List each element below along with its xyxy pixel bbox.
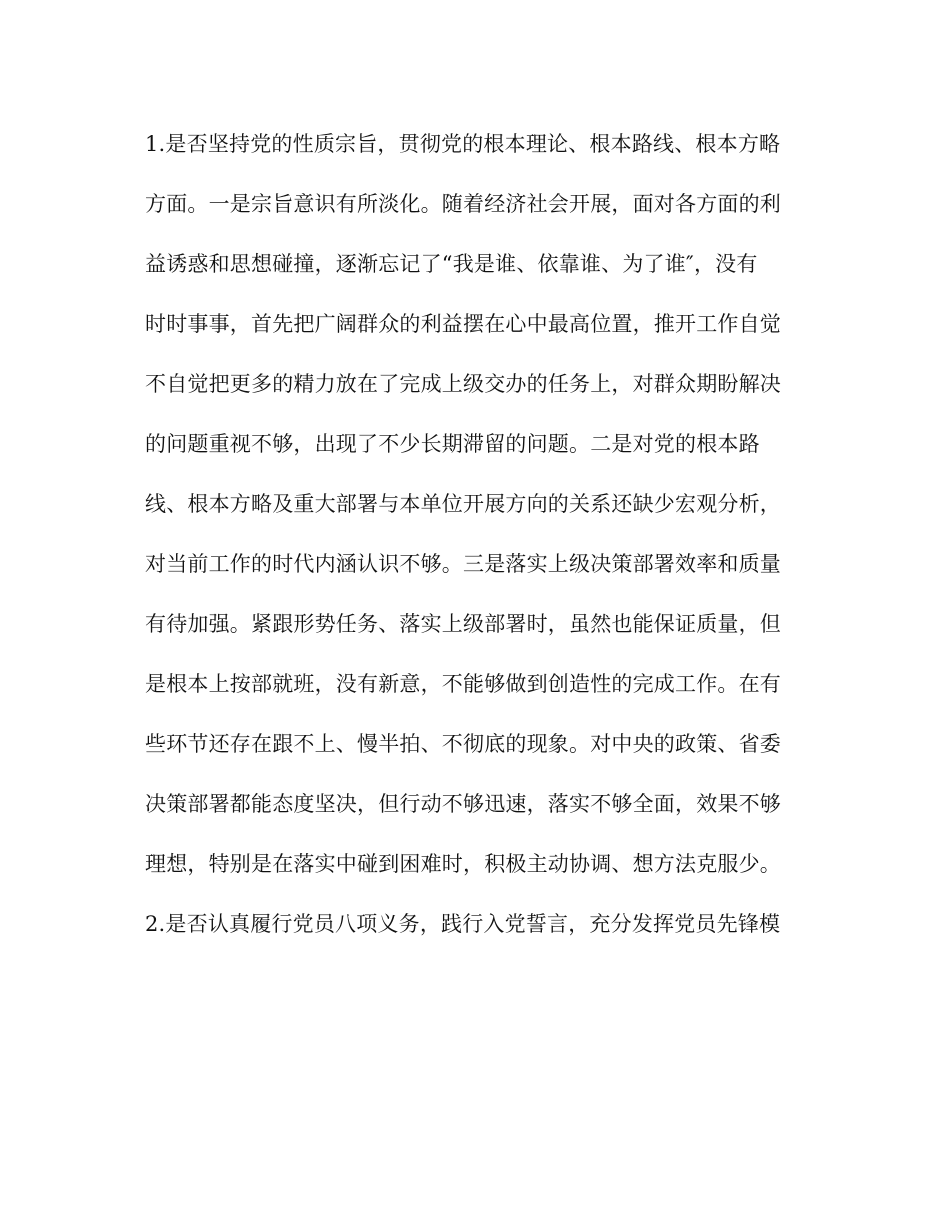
text-line: 是根本上按部就班，没有新意，不能够做到创造性的完成工作。在有 (145, 672, 781, 696)
text-line: 理想，特别是在落实中碰到困难时，积极主动协调、想方法克服少。 (145, 852, 781, 876)
text-line: 线、根本方略及重大部署与本单位开展方向的关系还缺少宏观分析， (145, 492, 781, 516)
text-line: 1.是否坚持党的性质宗旨，贯彻党的根本理论、根本路线、根本方略 (145, 132, 781, 156)
text-line: 些环节还存在跟不上、慢半拍、不彻底的现象。对中央的政策、省委 (145, 732, 781, 756)
text-line: 2.是否认真履行党员八项义务，践行入党誓言，充分发挥党员先锋模 (145, 912, 781, 936)
text-line: 益诱惑和思想碰撞，逐渐忘记了“我是谁、依靠谁、为了谁″，没有 (145, 252, 758, 276)
text-line: 方面。一是宗旨意识有所淡化。随着经济社会开展，面对各方面的利 (145, 192, 781, 216)
text-line: 决策部署都能态度坚决，但行动不够迅速，落实不够全面，效果不够 (145, 792, 781, 816)
text-line: 的问题重视不够，出现了不少长期滞留的问题。二是对党的根本路 (145, 432, 760, 456)
text-line: 不自觉把更多的精力放在了完成上级交办的任务上，对群众期盼解决 (145, 372, 781, 396)
text-line: 有待加强。紧跟形势任务、落实上级部署时，虽然也能保证质量，但 (145, 612, 781, 636)
document-body (145, 122, 810, 962)
text-line: 时时事事，首先把广阔群众的利益摆在心中最高位置，推开工作自觉 (145, 312, 781, 336)
text-line: 对当前工作的时代内涵认识不够。三是落实上级决策部署效率和质量 (145, 552, 781, 576)
